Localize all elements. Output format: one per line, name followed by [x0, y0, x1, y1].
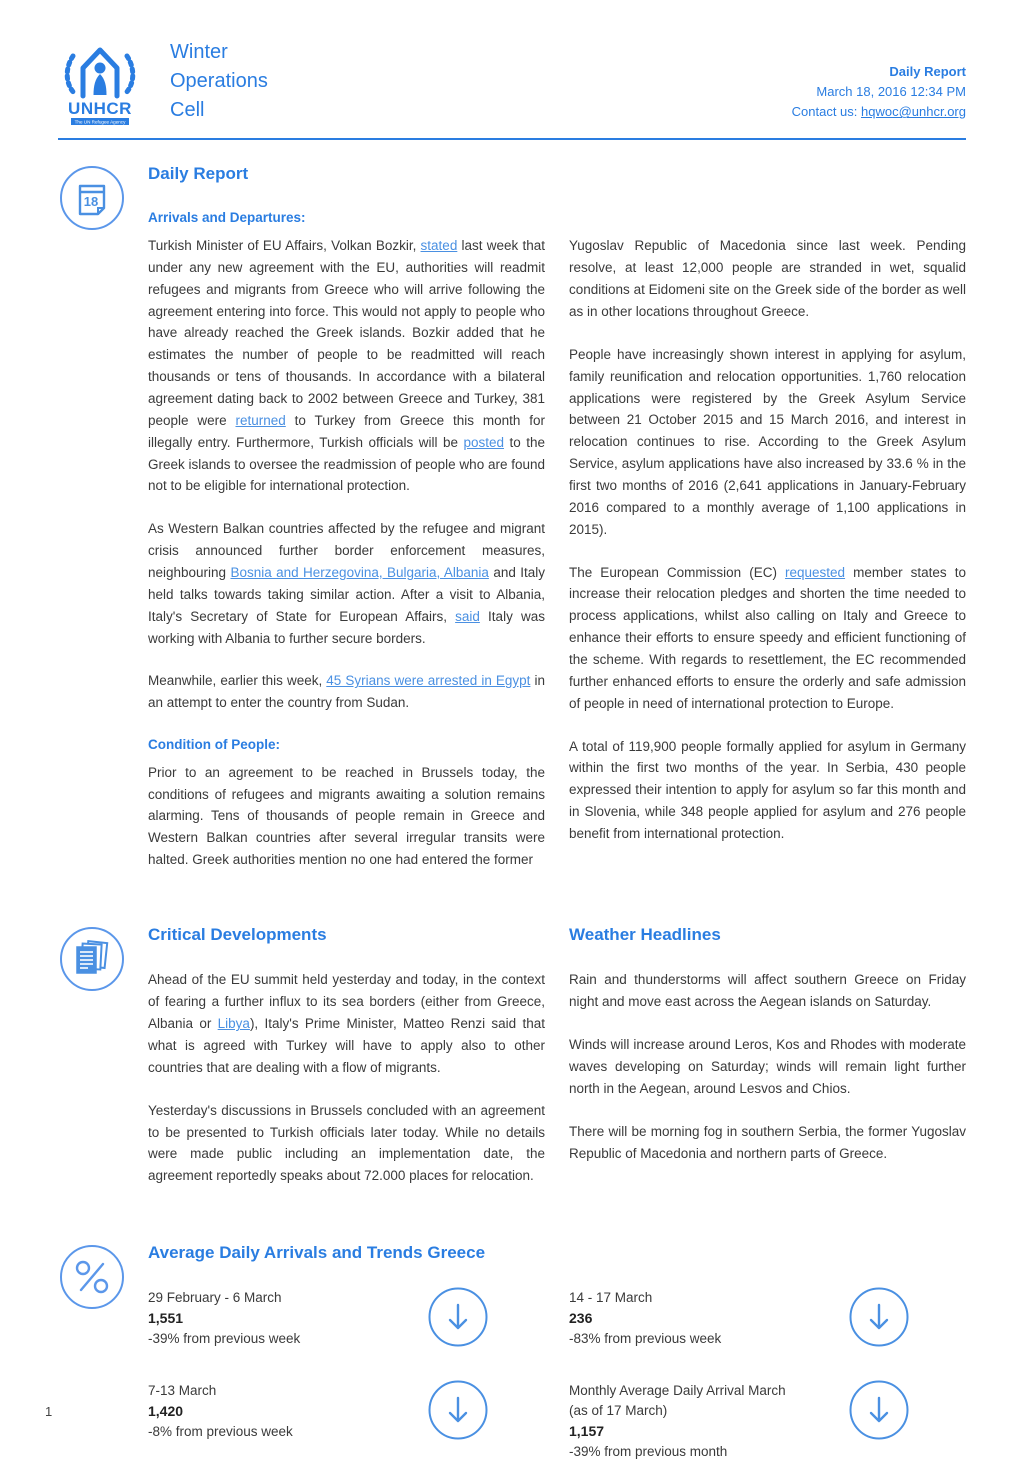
unhcr-emblem-icon: [57, 38, 143, 130]
stat-change: -39% from previous week: [148, 1330, 301, 1346]
section-average-daily-arrivals: [0, 1243, 1024, 1462]
trend-down-icon: [427, 1286, 489, 1353]
paragraph: The European Commission (EC) requested member states to increase their relocation pledges and shorten the time needed to process applications, whilst also calling on Italy and Greece to enhance their efforts to ensure speedy and efficient functioning of the scheme. With regards to resettlement, the EC recommended further enhanced efforts to ensure the orderly and safe admission of people in need of international protection to Europe.: [569, 564, 966, 711]
contact-email-link[interactable]: hqwoc@unhcr.org: [861, 104, 966, 120]
section-critical-developments: [0, 925, 1024, 1187]
inline-link[interactable]: said: [455, 608, 480, 624]
svg-text:18: 18: [83, 194, 99, 209]
stat-period: 7-13 March: [148, 1382, 217, 1398]
paragraph: A total of 119,900 people formally applied for asylum in Germany within the first two months of the year. In Serbia, 430 people expressed their intention to apply for asylum so far this month and in Slovenia, while 348 people applied for asylum and 276 people benefit from international protection.: [569, 738, 966, 842]
inline-link[interactable]: Libya: [217, 1016, 250, 1032]
weather-headlines-column: [569, 925, 966, 1187]
stat-card: [148, 1288, 545, 1353]
trend-down-icon: [848, 1379, 910, 1446]
paragraph: There will be morning fog in southern Serbia, the former Yugoslav Republic of Macedonia and northern parts of Greece.: [569, 1123, 966, 1161]
critical-developments-heading: Critical Developments: [148, 925, 327, 944]
trend-down-icon: [427, 1379, 489, 1446]
paragraph: People have increasingly shown interest in applying for asylum, family reunification and relocation opportunities. 1,760 relocation applications were registered by the Greek Asylum Service between 21 October 2015 and 15 March 2016, and interest in relocation continues to rise. According to the Greek Asylum Service, asylum applications have also increased by 33.6 % in the first two months of 2016 (2,641 applications in January-February 2016 compared to a monthly average of 1,100 applications in 2015).: [569, 346, 966, 537]
stat-value: 236: [569, 1309, 593, 1326]
stat-value: 1,551: [148, 1309, 184, 1326]
title-line: Cell: [170, 99, 205, 121]
arrivals-heading: Average Daily Arrivals and Trends Greece: [148, 1243, 486, 1263]
paragraph: Winds will increase around Leros, Kos and Rhodes with moderate waves developing on Saturday; winds will remain light further north in the Aegean, around Lesvos and Chios.: [569, 1037, 966, 1096]
stat-card: [148, 1381, 545, 1462]
unhcr-logo: [56, 38, 144, 130]
stat-change: -8% from previous week: [148, 1423, 293, 1439]
paragraph: Yesterday's discussions in Brussels concluded with an agreement to be presented to Turkish officials later today. While no details were made public including an implementation date, the agreement reportedly speaks about 72.000 places for relocation.: [148, 1102, 545, 1184]
documents-icon: [60, 927, 124, 991]
inline-link[interactable]: returned: [235, 412, 286, 428]
meta-report-title: Daily Report: [889, 64, 966, 79]
daily-report-left-column: [148, 208, 545, 871]
stat-card: [569, 1288, 966, 1353]
title-line: Operations: [170, 70, 268, 92]
daily-report-right-column: [569, 208, 966, 871]
arrivals-stats-grid: [148, 1288, 966, 1462]
inline-link[interactable]: 45 Syrians were arrested in Egypt: [326, 673, 531, 689]
meta-datetime: March 18, 2016 12:34 PM: [816, 84, 966, 100]
stat-period: 14 - 17 March: [569, 1289, 653, 1305]
paragraph: Prior to an agreement to be reached in Brussels today, the conditions of refugees and migrants awaiting a solution remains alarming. Tens of thousands of people remain in Greece and Western Balkan countries after several irregular transits were halted. Greek authorities mention no one had entered the former: [148, 764, 545, 868]
paragraph: Yugoslav Republic of Macedonia since last week. Pending resolve, at least 12,000 people are stranded in wet, squalid conditions at Eidomeni site on the Greek side of the border as well as in other locations throughout Greece.: [569, 238, 966, 319]
daily-report-heading: Daily Report: [148, 164, 249, 183]
stat-period: 29 February - 6 March: [148, 1289, 282, 1305]
svg-text:The UN Refugee Agency: The UN Refugee Agency: [74, 119, 126, 125]
percent-icon: [60, 1245, 124, 1309]
inline-link[interactable]: posted: [463, 434, 505, 450]
header-meta: [792, 62, 966, 122]
meta-contact: [792, 102, 966, 122]
stat-value: 1,420: [148, 1402, 184, 1419]
stat-change: -39% from previous month: [569, 1444, 728, 1460]
inline-link[interactable]: Bosnia and Herzegovina, Bulgaria, Albania: [230, 564, 489, 580]
page-title: [170, 38, 792, 125]
weather-headlines-heading: Weather Headlines: [569, 925, 721, 944]
arrivals-departures-subheading: Arrivals and Departures:: [148, 210, 306, 226]
inline-link[interactable]: requested: [785, 564, 846, 580]
stat-period: Monthly Average Daily Arrival March (as of 17 March): [569, 1382, 786, 1418]
trend-down-icon: [848, 1286, 910, 1353]
svg-text:UNHCR: UNHCR: [68, 99, 132, 118]
paragraph: Ahead of the EU summit held yesterday and today, in the context of fearing a further influx to its sea borders (either from Greece, Albania or Libya), Italy's Prime Minister, Matteo Renzi said that what is agreed with Turkey will have to apply also to other countries that are dealing with a flow of migrants.: [148, 972, 545, 1075]
contact-label: Contact us:: [791, 104, 862, 120]
critical-developments-column: [148, 925, 545, 1187]
stat-change: -83% from previous week: [569, 1330, 722, 1346]
title-line: Winter: [170, 41, 228, 63]
paragraph: As Western Balkan countries affected by the refugee and migrant crisis announced further border enforcement measures, neighbouring Bosnia and Herzegovina, Bulgaria, Albania and Italy held talks towards taking similar action. After a visit to Albania, Italy's Secretary of State for European Affairs, said Italy was working with Albania to further secure borders.: [148, 521, 545, 646]
paragraph: Turkish Minister of EU Affairs, Volkan Bozkir, stated last week that under any new agreement with the EU, authorities will readmit refugees and migrants from Greece who will arrive following the agreement entering into force. This would not apply to people who have already reached the Greek islands. Bozkir added that he estimates the number of people to be readmitted will reach thousands or tens of thousands. In accordance with a bilateral agreement dating back to 2002 between Greece and Turkey, 381 people were returned to Turkey from Greece this month for illegally entry. Furthermore, Turkish officials will be posted to the Greek islands to oversee the readmission of people who are found not to be eligible for international protection.: [148, 237, 546, 494]
condition-of-people-subheading: Condition of People:: [148, 737, 280, 753]
stat-card: [569, 1381, 966, 1462]
stat-value: 1,157: [569, 1423, 605, 1440]
paragraph: Meanwhile, earlier this week, 45 Syrians were arrested in Egypt in an attempt to enter the country from Sudan.: [148, 673, 545, 711]
calendar-icon: [60, 166, 124, 230]
paragraph: Rain and thunderstorms will affect southern Greece on Friday night and move east across the Aegean islands on Saturday.: [569, 972, 966, 1010]
inline-link[interactable]: stated: [420, 237, 458, 253]
header: [0, 0, 1024, 130]
header-divider: [58, 138, 966, 140]
section-daily-report: [0, 164, 1024, 871]
page-number: 1: [45, 1404, 53, 1419]
